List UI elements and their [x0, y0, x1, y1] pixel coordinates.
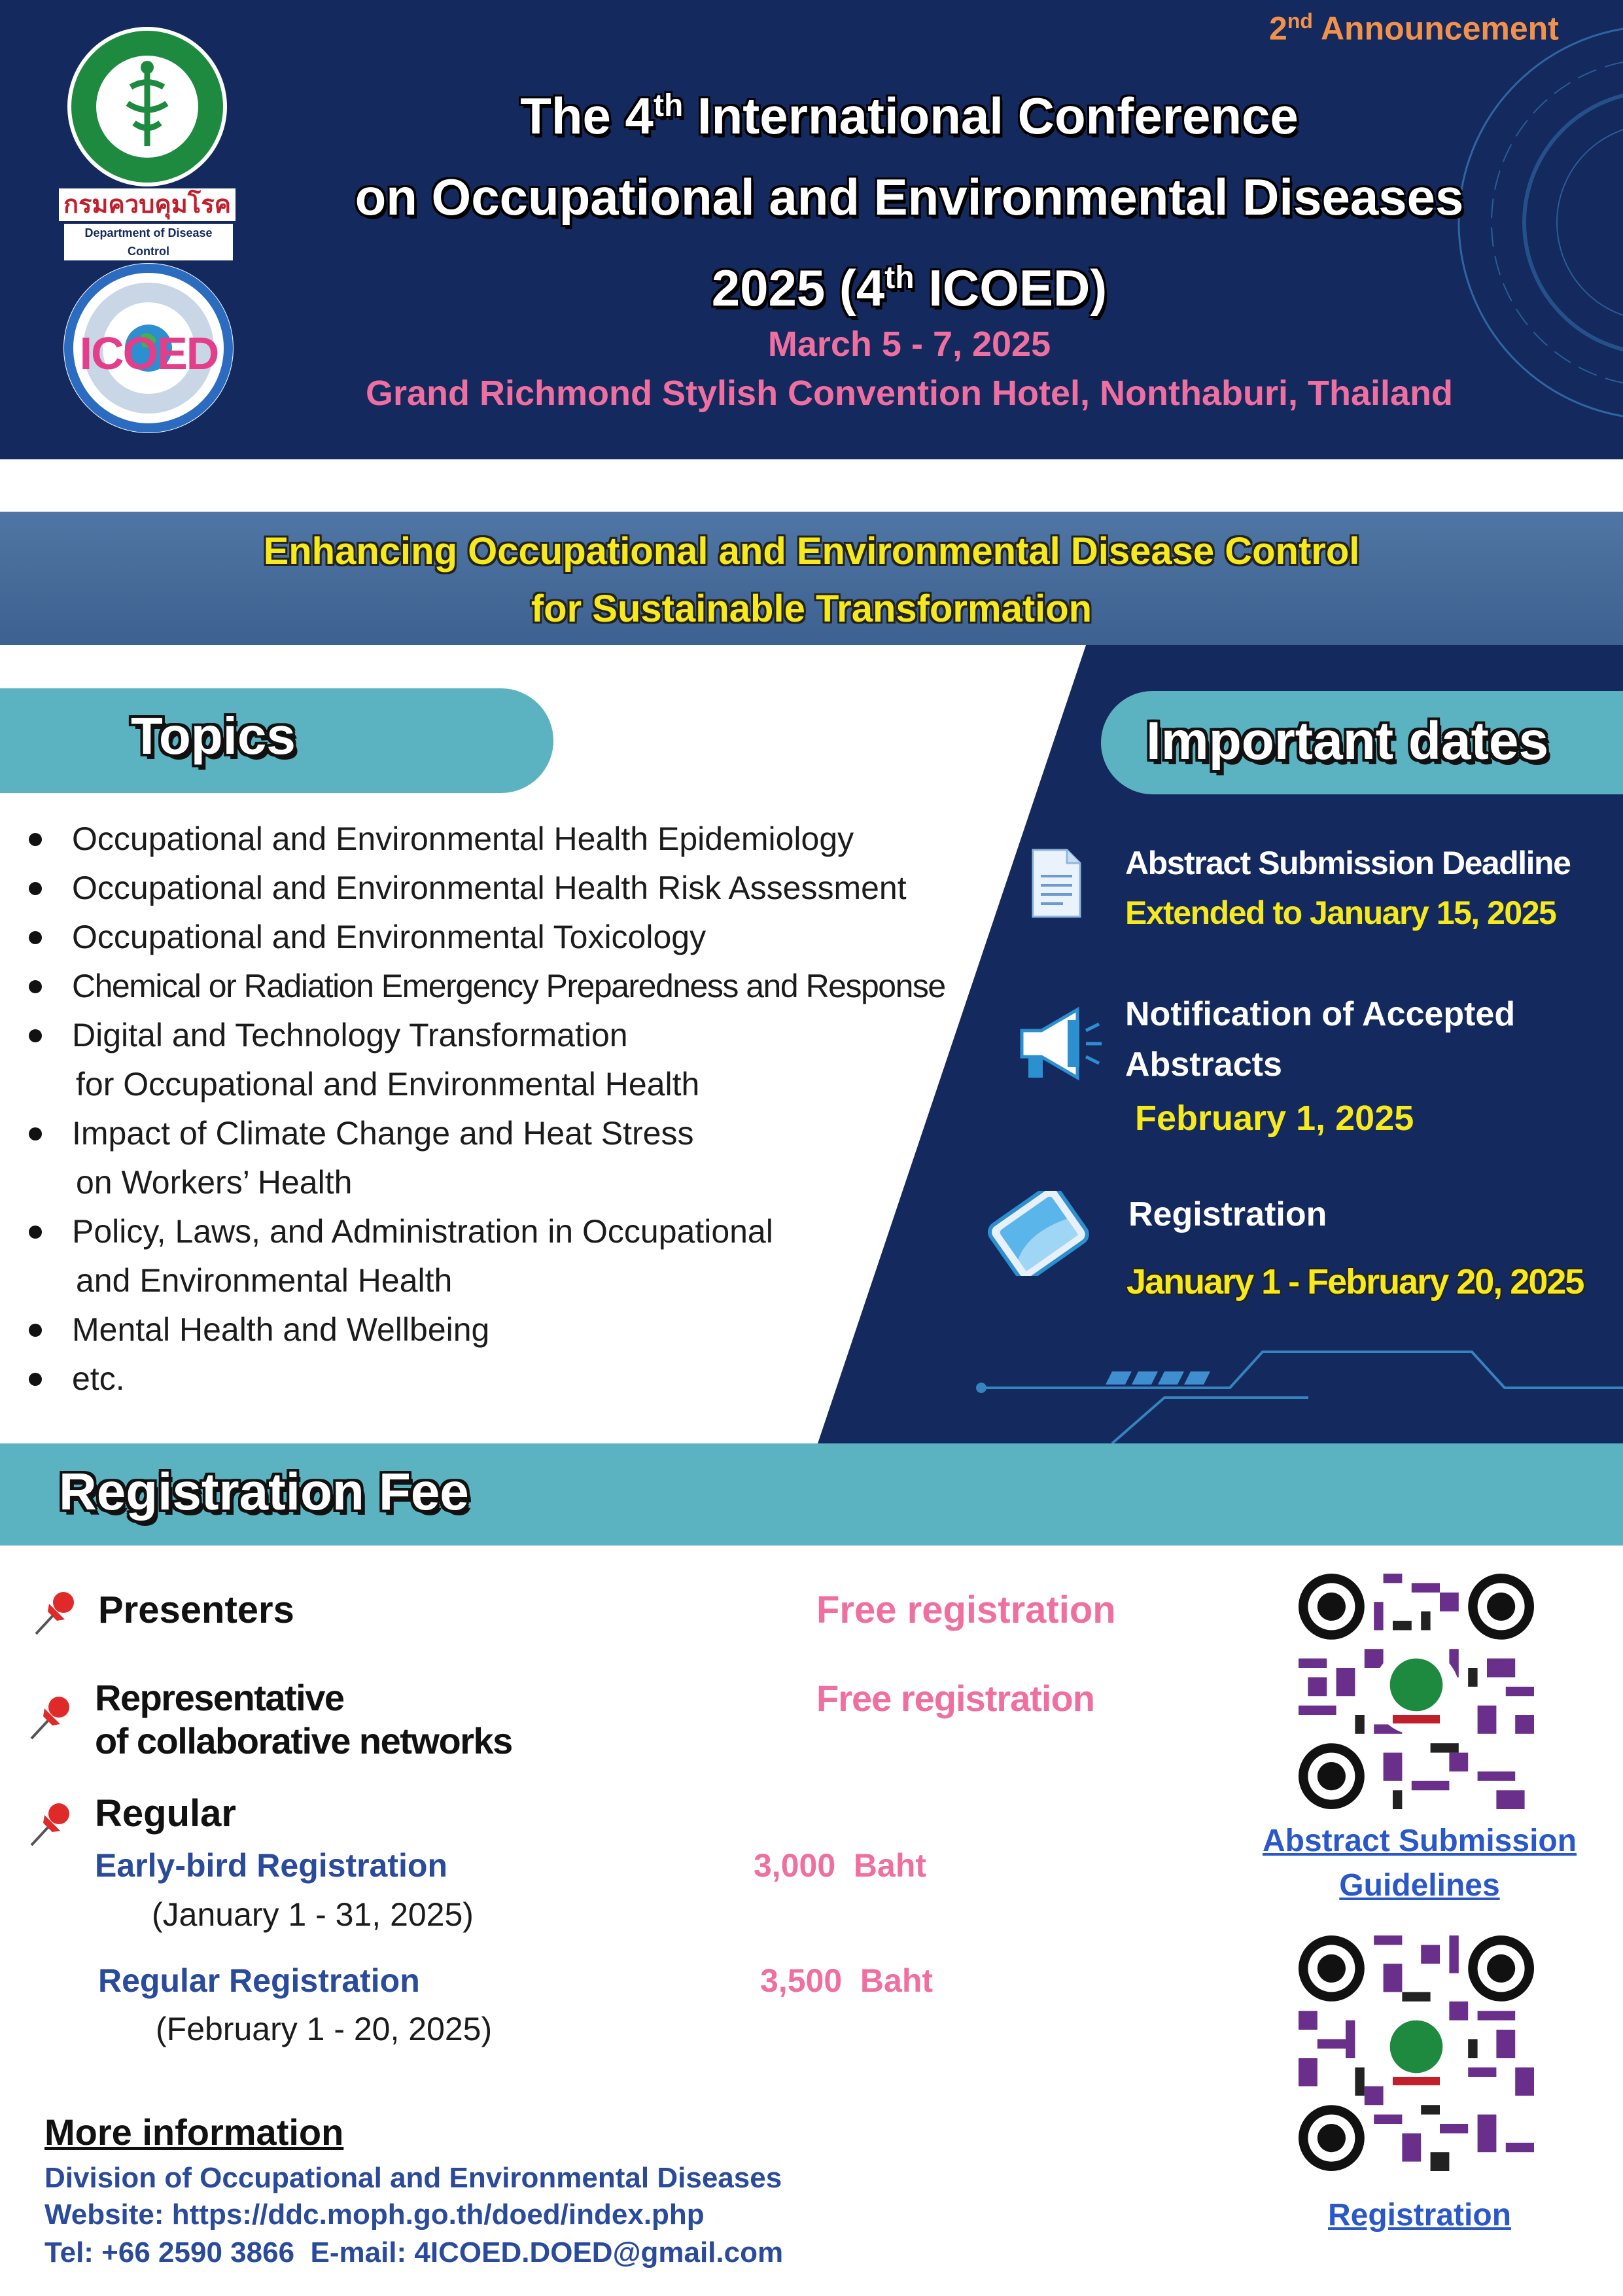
fee-heading: Registration Fee: [59, 1462, 469, 1521]
topic-item: [26, 1011, 955, 1109]
ministry-logo-en-text: Department of Disease Control: [63, 222, 234, 262]
topic-item: [26, 1305, 955, 1354]
title-line2: on Occupational and Environmental Diseases: [355, 168, 1464, 226]
topics-heading: Topics: [131, 707, 296, 765]
topic-text: Mental Health and Wellbeing: [72, 1311, 490, 1348]
abstract-deadline-date: Extended to January 15, 2025: [1125, 894, 1556, 931]
tablet-icon: [985, 1191, 1092, 1276]
more-info-contact[interactable]: Tel: +66 2590 3866 E-mail: 4ICOED.DOED@gmail.com: [44, 2236, 784, 2269]
title-line3-sup: th: [884, 260, 915, 295]
pin-icon: [25, 1691, 77, 1744]
topic-text: Chemical or Radiation Emergency Preparedness and Response: [72, 968, 945, 1004]
topic-item: [26, 913, 955, 962]
representative-fee: Free registration: [816, 1678, 1094, 1719]
early-bird-label: Early-bird Registration: [95, 1847, 447, 1884]
title-line3-b: ICOED): [914, 259, 1108, 317]
abstract-guidelines-link[interactable]: [1256, 1819, 1583, 1908]
announcement-text: Announcement: [1320, 10, 1559, 47]
megaphone-icon: [1015, 1004, 1107, 1083]
topic-text: Occupational and Environmental Health Risk Assessment: [72, 870, 907, 906]
regular-label: Regular: [95, 1792, 236, 1835]
announcement-label: [1269, 9, 1559, 48]
representative-label-line1: Representative: [95, 1677, 344, 1718]
ministry-logo: [59, 25, 236, 258]
title-line1-a: The 4: [520, 87, 654, 145]
topic-text: Digital and Technology Transformation: [72, 1017, 628, 1053]
abstract-guidelines-link-line2[interactable]: Guidelines: [1339, 1868, 1500, 1903]
representative-label-line2: of collaborative networks: [95, 1720, 512, 1761]
conference-venue: Grand Richmond Stylish Convention Hotel, Nonthaburi, Thailand: [365, 374, 1454, 413]
early-bird-dates: (January 1 - 31, 2025): [152, 1896, 474, 1933]
theme-line2: for Sustainable Transformation: [531, 588, 1092, 630]
topic-item: [26, 1207, 955, 1305]
regular-registration-label: Regular Registration: [98, 1962, 420, 1999]
topic-item: [26, 1354, 955, 1404]
announcement-sup: nd: [1287, 9, 1313, 33]
notification-label-line2: Abstracts: [1125, 1046, 1282, 1084]
topic-text-cont: and Environmental Health: [76, 1262, 453, 1299]
notification-date: February 1, 2025: [1135, 1099, 1414, 1138]
abstract-guidelines-link-line1[interactable]: Abstract Submission: [1262, 1824, 1577, 1858]
presenters-fee: Free registration: [816, 1589, 1116, 1631]
pin-icon: [25, 1798, 77, 1850]
ministry-logo-thai-text: กรมควบคุมโรค: [59, 188, 236, 221]
important-dates-heading: Important dates: [1146, 711, 1549, 771]
topic-text: Impact of Climate Change and Heat Stress: [72, 1115, 694, 1152]
topic-item: [26, 1109, 955, 1207]
pin-icon: [29, 1587, 82, 1639]
title-line1-b: International Conference: [683, 87, 1299, 145]
more-info-website[interactable]: Website: https://ddc.moph.go.th/doed/index.php: [44, 2199, 705, 2231]
abstract-qr-code[interactable]: [1299, 1574, 1534, 1809]
more-info-division: Division of Occupational and Environmental Diseases: [44, 2162, 782, 2194]
regular-registration-fee: 3,500 Baht: [760, 1962, 934, 1999]
registration-qr-code[interactable]: [1299, 1935, 1534, 2171]
icoed-logo-text: ICOED: [79, 328, 218, 379]
topic-item: [26, 815, 955, 864]
conference-dates: March 5 - 7, 2025: [767, 325, 1051, 364]
topic-text: Policy, Laws, and Administration in Occupational: [72, 1213, 773, 1250]
theme-line1: Enhancing Occupational and Environmental Disease Control: [263, 530, 1360, 573]
topic-text: etc.: [72, 1360, 125, 1397]
registration-link-wrap[interactable]: [1256, 2197, 1583, 2233]
regular-registration-dates: (February 1 - 20, 2025): [156, 2011, 493, 2047]
registration-date-label: Registration: [1128, 1195, 1327, 1233]
conference-title: [262, 65, 1557, 328]
announcement-number: 2: [1269, 10, 1287, 47]
topic-text-cont: for Occupational and Environmental Health: [76, 1066, 700, 1103]
topics-list: [26, 815, 955, 1404]
topic-item: [26, 962, 955, 1011]
topic-text-cont: on Workers’ Health: [76, 1164, 353, 1201]
topic-item: [26, 864, 955, 913]
ministry-seal-icon: [59, 25, 236, 188]
presenters-label: Presenters: [98, 1589, 294, 1631]
abstract-deadline-label: Abstract Submission Deadline: [1125, 845, 1571, 881]
title-line1-sup: th: [653, 88, 684, 123]
registration-link[interactable]: Registration: [1327, 2198, 1512, 2233]
title-line3-a: 2025 (4: [711, 259, 885, 317]
icoed-logo: [62, 262, 236, 435]
document-icon: [1030, 847, 1083, 919]
topic-text: Occupational and Environmental Toxicology: [72, 919, 707, 955]
registration-date-range: January 1 - February 20, 2025: [1126, 1262, 1584, 1301]
more-info-heading: More information: [44, 2111, 344, 2153]
early-bird-fee: 3,000 Baht: [754, 1847, 927, 1884]
topic-text: Occupational and Environmental Health Epidemiology: [72, 821, 854, 857]
notification-label-line1: Notification of Accepted: [1125, 995, 1516, 1033]
